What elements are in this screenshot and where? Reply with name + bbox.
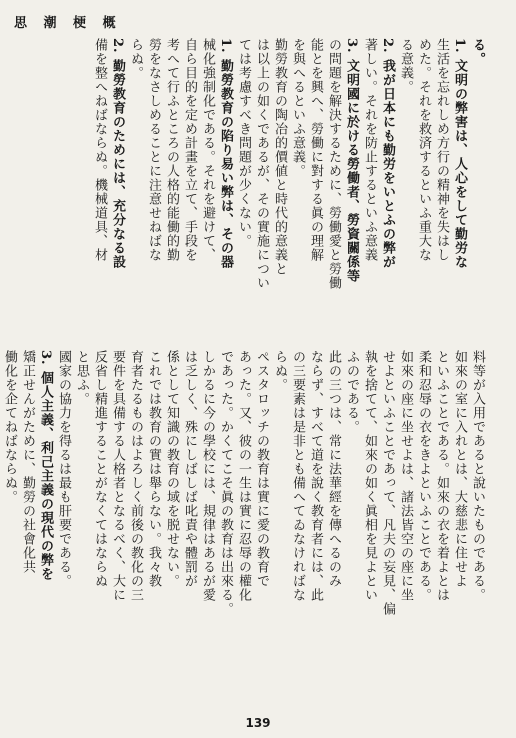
text-column: らぬ。	[128, 38, 143, 80]
text-column: であった。かくてこそ眞の教育は出來る。	[218, 350, 233, 616]
text-column: 3. 文明國に於ける勞働者、勞資關係等	[344, 38, 359, 284]
text-column: 2. 我が日本にも勤労をいとふの弊が	[380, 38, 395, 270]
text-column: めた。それを救済するといふ重大な	[416, 38, 431, 262]
text-column: の三要素は是非とも備へてゐなければな	[290, 350, 305, 602]
text-column: あった。又、彼の一生は實に忍辱の權化	[236, 350, 251, 602]
text-column: 考へて行ふところの人格的能働的勤	[164, 38, 179, 262]
text-column: らぬ。	[272, 350, 287, 392]
text-column: は以上の如くであるが、その實施につい	[254, 38, 269, 290]
text-column: 自ら目的を定め計畫を立て、手段を	[182, 38, 197, 262]
text-column: ふのである。	[344, 350, 359, 434]
text-column: 係として知識の教育の域を脱せない。	[164, 350, 179, 588]
text-column: 執を捨てて、如來の如く眞相を見よとい	[362, 350, 377, 602]
text-column: ては考慮すべき問題が少くない。	[236, 38, 251, 248]
text-column: る。	[470, 38, 485, 66]
lower-text-block	[2, 350, 486, 700]
text-column: これでは教育の實は舉らない。我々教	[146, 350, 161, 588]
text-column: 要件を具備する人格者となるべく、大に	[110, 350, 125, 602]
text-column: 如來の座に坐せよは、諸法皆空の座に坐	[398, 350, 413, 602]
text-column: 3. 個人主義、利己主義の現代の弊を	[38, 350, 53, 582]
text-column: しかるに今の學校には、規律はあるが愛	[200, 350, 215, 602]
text-column: 矯正せんがために、勤勞の社會化共	[20, 350, 35, 574]
text-column: 反省し精進することがなくてはならぬ	[92, 350, 107, 588]
text-column: 2. 勤勞教育のためには、充分なる設	[110, 38, 125, 270]
text-column: 如來の室に入れとは、大慈悲に住せよ	[452, 350, 467, 588]
text-column: 働化を企てねばならぬ。	[2, 350, 17, 504]
text-column: 柔和忍辱の衣をきよといふことである。	[416, 350, 431, 602]
text-column: 備を整へねばならぬ。機械道具、材	[92, 38, 107, 262]
text-column: 料等が入用であると說いたものである。	[470, 350, 485, 602]
text-column: 1. 文明の弊害は、人心をして勤労な	[452, 38, 467, 270]
text-column: 能とを興へ、勞働に對する眞の理解	[308, 38, 323, 262]
text-column: 勤勞教育の陶冶的價値と時代的意義と	[272, 38, 287, 276]
text-column: は乏しく、殊にしばしば叱責や體罰が	[182, 350, 197, 588]
text-column: 育者たるものはよろしく前後の教化の三	[128, 350, 143, 602]
text-column: る意義。	[398, 38, 413, 94]
text-column: の問題を解決するために、勞働愛と勞働	[326, 38, 341, 290]
text-column: ペスタロッチの教育は實に愛の教育で	[254, 350, 269, 588]
running-header: 思 潮 梗 概	[14, 16, 122, 31]
text-column: と思ふ。	[74, 350, 89, 406]
text-column: を與へるといふ意義。	[290, 38, 305, 178]
text-column: 械化強制化である。それを避けて、	[200, 38, 215, 262]
text-column: ならず、すべて道を說く教育者には、此	[308, 350, 323, 602]
text-column: 國家の協力を得るは最も肝要である。	[56, 350, 71, 588]
text-column: 著しい。それを防止するといふ意義	[362, 38, 377, 262]
text-column: 1. 勤勞教育の陷り易い弊は、その器	[218, 38, 233, 270]
text-column: 生活を忘れしめ方行の精神を失はし	[434, 38, 449, 262]
upper-text-block	[26, 38, 486, 338]
page-number: 139	[245, 716, 271, 730]
text-column: 勞をなさしめることに注意せねばな	[146, 38, 161, 262]
text-column: 此の三つは、常に法華經を傳へるのみ	[326, 350, 341, 588]
text-column: といふことである。如來の衣を着よとは	[434, 350, 449, 602]
text-column: せよといふことであって、凡夫の妄見、偏	[380, 350, 395, 616]
